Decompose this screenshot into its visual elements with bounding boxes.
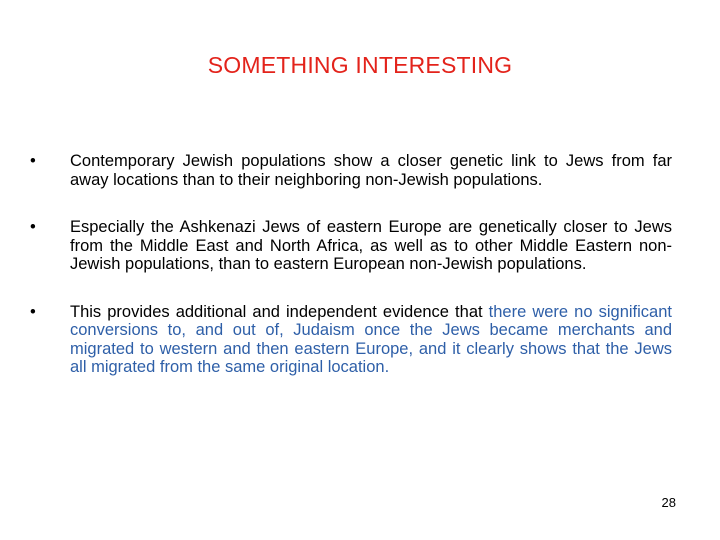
bullet-item-genetic-link [30, 152, 672, 189]
bullet-text: Especially the Ashkenazi Jews of eastern Europe are genetically closer to Jews from the Middle East and North Africa, as well as to other Middle Eastern non-Jewish populations, than to eastern European non-Jewish populations. [70, 218, 672, 273]
bullet-item-evidence [30, 303, 672, 377]
bullet-text: This provides additional and independent evidence that [70, 302, 489, 321]
highlighted-text: there were no significant conversions to, and out of, Judaism once the Jews became merchants and migrated to western and then eastern Europe, and it clearly shows that the Jews all migrated from the same original location. [70, 302, 672, 376]
bullet-marker: • [30, 152, 36, 170]
slide-title: SOMETHING INTERESTING [207, 52, 513, 78]
bullet-text: Contemporary Jewish populations show a closer genetic link to Jews from far away locations than to their neighboring non-Jewish populations. [70, 152, 672, 189]
bullet-marker: • [30, 302, 36, 321]
bullet-marker: • [30, 218, 36, 236]
page-number: 28 [661, 495, 676, 510]
bullet-list [30, 152, 672, 377]
bullet-item-ashkenazi [30, 218, 672, 274]
